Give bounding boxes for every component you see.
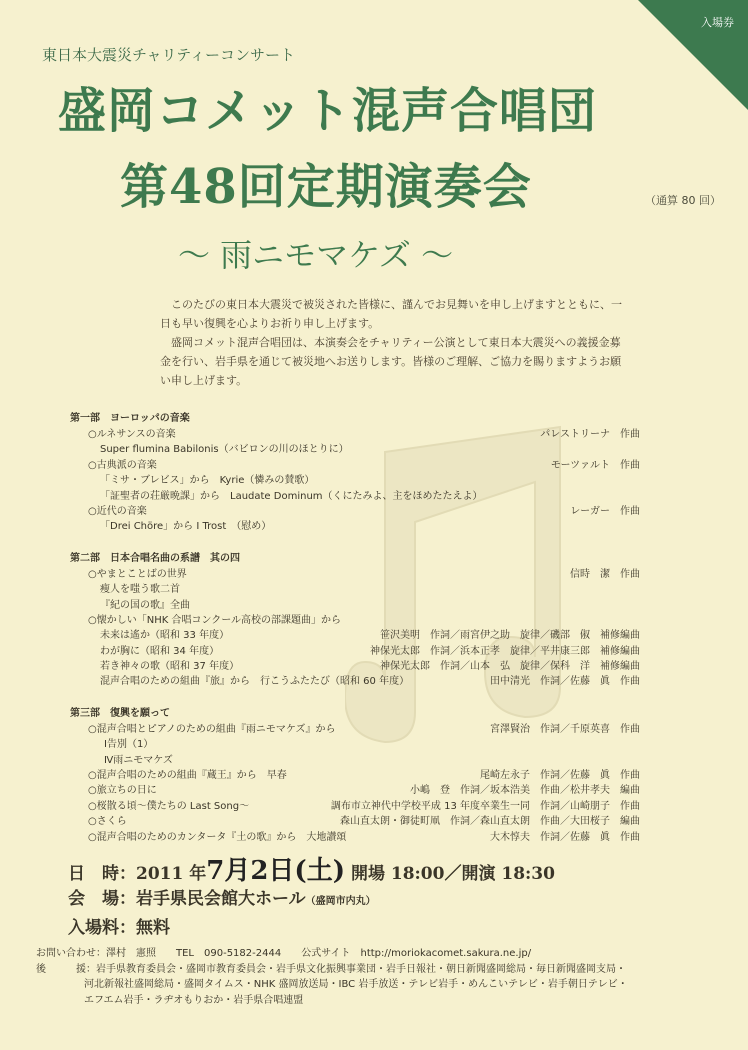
program-row <box>70 582 640 597</box>
program-row <box>70 613 640 628</box>
program-piece: ○旅立ちの日に <box>88 785 157 797</box>
event-fee <box>68 913 170 938</box>
event-time: 開場 18:00／開演 18:30 <box>350 864 555 884</box>
program-piece: ○懐かしい「NHK 合唱コンクール高校の部課題曲」から <box>88 614 342 626</box>
support-line: 河北新報社盛岡総局・盛岡タイムス・NHK 盛岡放送局・IBC 岩手放送・テレビ岩手・めんこいテレビ・岩手朝日テレビ・ <box>84 979 628 990</box>
program-credit: レーガー 作曲 <box>570 505 640 517</box>
program-piece: 「証聖者の荘厳晩課」から Laudate Dominum（くにたみよ、主をほめたたえよ） <box>100 490 483 502</box>
footer <box>36 946 726 1008</box>
program-piece: ○さくら <box>88 816 127 828</box>
program-piece: 「Drei Chöre」から I Trost （慰め） <box>100 521 272 533</box>
program-row <box>70 644 640 659</box>
contact-info: お問い合わせ：澤村 憲照 TEL 090-5182-2444 公式サイト http://moriokacomet.sakura.ne.jp/ <box>36 948 532 959</box>
program-piece: 混声合唱のための組曲『旅』から 行こうふたたび（昭和 60 年度） <box>100 676 410 688</box>
program-piece: Ⅰ告別（1） <box>104 739 154 751</box>
program-part-title: 第三部 復興を願って <box>70 707 170 719</box>
program-row <box>70 567 640 582</box>
program-credit: パレストリーナ 作曲 <box>540 429 640 440</box>
program-row <box>70 814 640 829</box>
program-credit: 田中清光 作詞／佐藤 眞 作曲 <box>490 676 640 688</box>
program-piece: ○混声合唱のための組曲『蔵王』から 早春 <box>88 770 287 782</box>
program-row <box>70 489 640 504</box>
concert-count-note: （通算 80 回） <box>645 194 721 207</box>
venue-name: 岩手県民会館大ホール <box>136 889 306 909</box>
program-row <box>70 783 640 798</box>
date-main: 7月2日(土) <box>206 856 346 886</box>
program-credit: モーツァルト 作曲 <box>550 459 640 471</box>
fee-label: 入場料： <box>68 918 136 938</box>
program-piece: Ⅳ雨ニモマケズ <box>104 754 173 766</box>
program-piece: 痩人を嗤う歌二首 <box>100 584 180 596</box>
program-row <box>70 722 640 737</box>
program-row <box>70 598 640 613</box>
program-credit: 調布市立神代中学校平成 13 年度卒業生一同 作詞／山崎朋子 作曲 <box>330 800 640 812</box>
program-row <box>70 473 640 488</box>
program-row <box>70 442 640 457</box>
program-row <box>70 737 640 752</box>
program-piece: ○桜散る頃〜僕たちの Last Song〜 <box>88 800 250 812</box>
program-row <box>70 799 640 814</box>
program-credit: 神保光太郎 作詞／山本 弘 旋律／保科 洋 補修編曲 <box>380 661 640 673</box>
program-row <box>70 504 640 519</box>
event-date <box>68 850 555 887</box>
date-label: 日 時： <box>68 864 136 884</box>
program-credit: 尾崎左永子 作詞／佐藤 眞 作曲 <box>480 770 640 782</box>
program-piece: ○近代の音楽 <box>88 505 147 517</box>
program-rows <box>70 567 640 690</box>
support-label: 後 援： <box>36 963 96 975</box>
program-credit: 信時 潔 作曲 <box>570 568 640 580</box>
fee-value: 無料 <box>136 918 170 938</box>
program-piece: ○混声合唱のためのカンタータ『土の歌』から 大地讃頌 <box>88 831 347 843</box>
program-credit: 森山直太朗・御徒町凧 作詞／森山直太朗 作曲／大田桜子 編曲 <box>340 816 640 828</box>
concert-theme: 〜 雨ニモマケズ 〜 <box>178 236 454 274</box>
program-row <box>70 768 640 783</box>
program-row <box>70 519 640 534</box>
program-row <box>70 427 640 442</box>
program-credit: 神保光太郎 作詞／浜本正孝 旋律／平井康三郎 補修編曲 <box>370 645 640 657</box>
program-rows <box>70 427 640 535</box>
program-piece: 「ミサ・ブレビス」から Kyrie（憐みの賛歌） <box>100 475 315 487</box>
program-row <box>70 830 640 845</box>
program-row <box>70 659 640 674</box>
choir-name-title: 盛岡コメット混声合唱団 <box>58 83 598 139</box>
program-rows <box>70 722 640 845</box>
intro-paragraph: 盛岡コメット混声合唱団は、本演奏会をチャリティー公演として東日本大震災への義援金募金を行い、岩手県を通じて被災地へお送りします。皆様のご理解、ご協力を賜りますようお願い申し上げます。 <box>160 336 622 387</box>
program-part <box>70 551 640 690</box>
program-credit: 笹沢美明 作詞／雨宮伊之助 旋律／磯部 俶 補修編曲 <box>380 630 640 642</box>
program-piece: 若き神々の歌（昭和 37 年度） <box>100 661 240 673</box>
program-piece: ○ルネサンスの音楽 <box>88 429 176 440</box>
program-row <box>70 674 640 689</box>
program-credit: 小嶋 登 作詞／坂本浩美 作曲／松井孝夫 編曲 <box>410 785 640 797</box>
support-line <box>36 962 726 978</box>
concert-title: 第48回定期演奏会 <box>120 159 532 215</box>
program-row <box>70 458 640 473</box>
venue-label: 会 場： <box>68 889 136 909</box>
program-piece: わが胸に（昭和 34 年度） <box>100 645 220 657</box>
intro-message <box>160 295 630 390</box>
support-line: エフエム岩手・ラヂオもりおか・岩手県合唱連盟 <box>84 994 304 1006</box>
program-part <box>70 411 640 535</box>
program-piece: 未来は遙か（昭和 33 年度） <box>100 630 230 642</box>
program-row <box>70 628 640 643</box>
ticket-corner-label: 入場券 <box>701 16 734 29</box>
program-credit: 宮澤賢治 作詞／千原英喜 作曲 <box>490 723 640 735</box>
program-piece: ○やまとことばの世界 <box>88 568 187 580</box>
program-list <box>70 411 640 845</box>
event-subtitle: 東日本大震災チャリティーコンサート <box>42 46 296 64</box>
program-piece: Super flumina Babilonis（バビロンの川のほとりに） <box>100 444 349 456</box>
program-part-title: 第二部 日本合唱名曲の系譜 其の四 <box>70 552 240 564</box>
program-part-title: 第一部 ヨーロッパの音楽 <box>70 413 190 424</box>
venue-note: （盛岡市内丸） <box>305 896 376 907</box>
program-credit: 大木惇夫 作詞／佐藤 眞 作曲 <box>490 831 640 843</box>
event-venue <box>68 884 376 909</box>
program-piece: 『紀の国の歌』全曲 <box>100 599 190 611</box>
program-row <box>70 753 640 768</box>
program-piece: ○混声合唱とピアノのための組曲『雨ニモマケズ』から <box>88 723 336 735</box>
program-part <box>70 706 640 845</box>
intro-paragraph: このたびの東日本大震災で被災された皆様に、謹んでお見舞いを申し上げますとともに、一日も早い復興を心よりお祈り申し上げます。 <box>160 298 622 330</box>
date-year: 2011 年 <box>136 864 207 884</box>
program-piece: ○古典派の音楽 <box>88 459 157 471</box>
support-text: 岩手県教育委員会・盛岡市教育委員会・岩手県文化振興事業団・岩手日報社・朝日新聞盛岡総局・毎日新聞盛岡支局・ <box>96 963 626 975</box>
